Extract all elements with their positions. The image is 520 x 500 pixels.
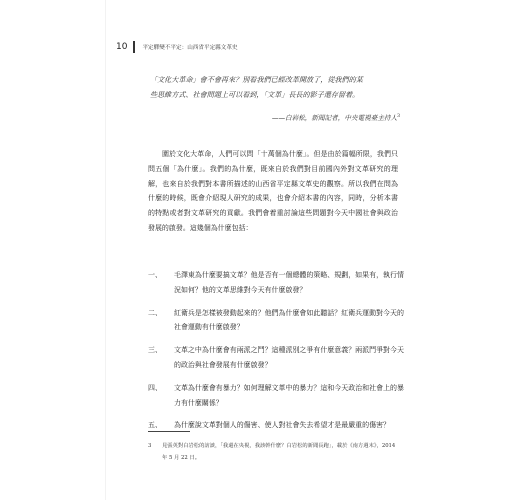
list-item-text: 為什麼說文革對個人的傷害、使人對社會失去希望才是最嚴重的傷害？ (174, 421, 391, 430)
list-item-text: 紅衛兵是怎樣被發動起來的？他們為什麼會如此聽話？紅衛兵運動對今天的社會運動有什麼啟發？ (174, 308, 404, 332)
footnote (148, 440, 400, 464)
list-item (148, 268, 404, 298)
running-title: 平定驛變不平定：山西省平定縣文革史 (142, 45, 238, 51)
epigraph-attribution (210, 112, 400, 122)
list-item-number: 四、 (148, 383, 162, 392)
page-edge (105, 0, 106, 500)
list-item-number: 三、 (148, 346, 162, 355)
list-item (148, 306, 404, 336)
list-item-text: 文革之中為什麼會有兩派之鬥？這種派別之爭有什麼意義？兩派鬥爭對今天的政治與社會發展有什麼啟發？ (174, 346, 404, 369)
epigraph-text: 「文化大革命」會不會再來？別看我們已經改革開放了，從我們的某些思維方式、社會問題上可以看到，「文革」長長的影子還存留着。 (150, 75, 363, 99)
page-header (116, 40, 238, 54)
list-item (148, 343, 404, 373)
footnote-divider (148, 431, 190, 432)
list-item-text: 毛澤東為什麼要搞文革？他是否有一個總體的策略、規劃，如果有，執行情況如何？他的文革思維對今天有什麼啟發？ (174, 271, 404, 294)
list-item (148, 381, 404, 411)
footnote-marker[interactable]: 3 (397, 113, 400, 119)
body-text (148, 147, 398, 236)
header-divider (133, 41, 135, 53)
attribution-text: ——白岩松，新聞記者，中央電視臺主持人 (271, 114, 398, 122)
list-item-number: 二、 (148, 308, 162, 317)
list-item-text: 文革為什麼會有暴力？如何理解文革中的暴力？這和今天政治和社會上的暴力有什麼關係？ (174, 383, 404, 407)
list-item-number: 一、 (148, 271, 162, 279)
page-number: 10 (116, 42, 128, 52)
question-list (148, 268, 404, 441)
footnote-number: 3 (148, 443, 152, 449)
list-item-number: 五、 (148, 421, 162, 430)
footnote-text: 見張英對白岩松的訪談，「我還在央視，我該幹什麼？白岩松的新聞長跑」，載於《南方週末》，2014 年 5 月 22 日。 (162, 443, 396, 461)
intro-paragraph: 圍於文化大革命，人們可以問「十萬個為什麼」。但是由於篇幅所限，我們只問五個「為什麼」。我們的為什麼，既來自於我們對目前國內外對文革研究的理解，也來自於我們對本書所描述的山西省平定縣文革史的觀察。所以我們在問為什麼的時候，既會介紹現人研究的成果，也會介紹本書的內容，同時，分析本書的特點或者對文革研究的貢獻。我們會着重討論這些問題對今天中國社會與政治發展的啟發。這幾個為什麼包括： (148, 150, 398, 232)
epigraph (150, 72, 366, 102)
